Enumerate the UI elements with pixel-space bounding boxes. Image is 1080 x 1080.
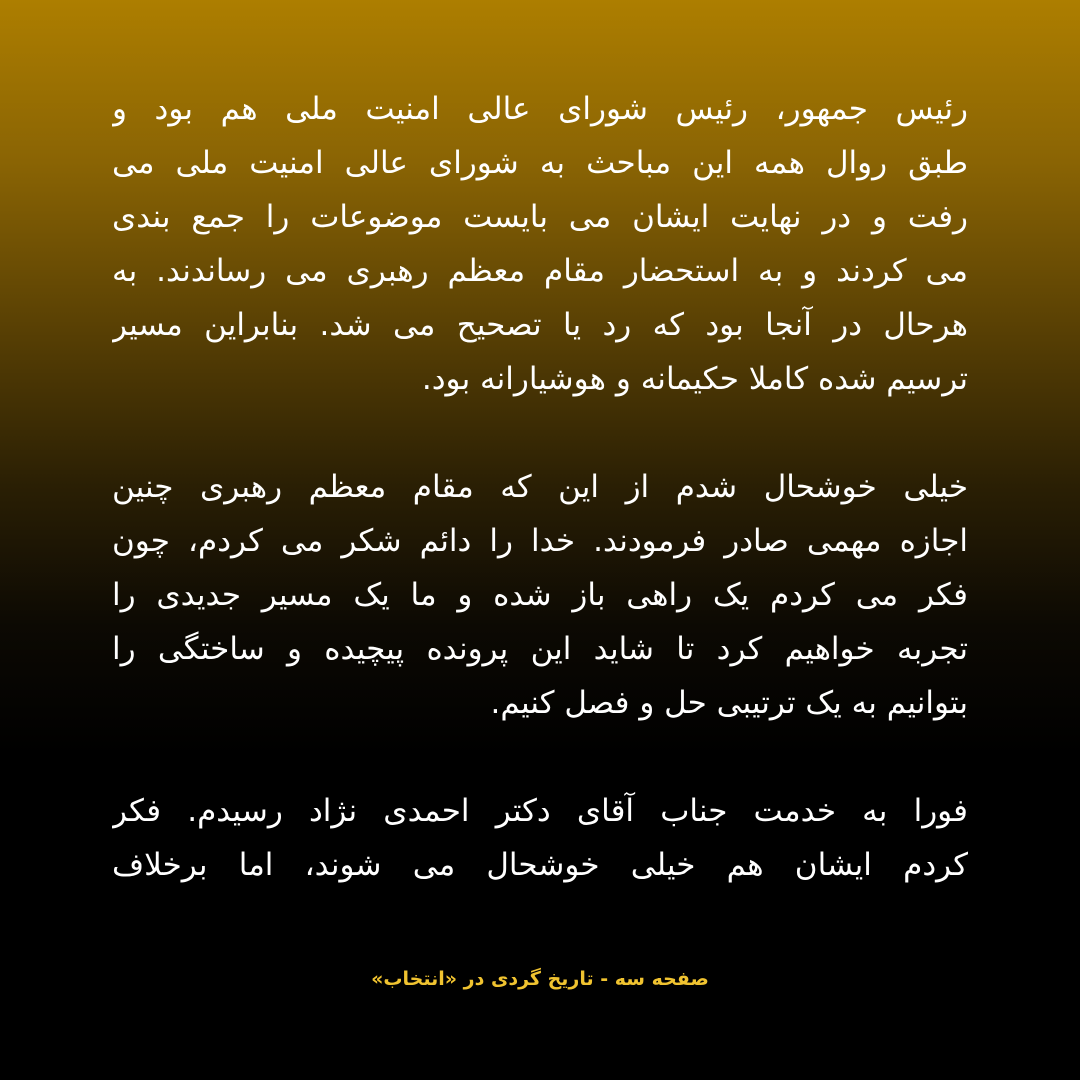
text-line: تجربه خواهیم کرد تا شاید این پرونده پیچیده و ساختگی را bbox=[112, 631, 968, 667]
text-line: رفت و در نهایت ایشان می بایست موضوعات را جمع بندی bbox=[112, 199, 968, 235]
text-line: فورا به خدمت جناب آقای دکتر احمدی نژاد رسیدم. فکر bbox=[112, 793, 968, 829]
text-line: رئیس جمهور، رئیس شورای عالی امنیت ملی هم بود و bbox=[112, 91, 968, 127]
text-line: فکر می کردم یک راهی باز شده و ما یک مسیر جدیدی را bbox=[112, 577, 968, 613]
text-line: خیلی خوشحال شدم از این که مقام معظم رهبری چنین bbox=[112, 469, 968, 505]
paragraph-3 bbox=[112, 784, 968, 892]
paragraph-1 bbox=[112, 82, 968, 406]
text-line: بتوانیم به یک ترتیبی حل و فصل کنیم. bbox=[490, 685, 968, 721]
text-line: اجازه مهمی صادر فرمودند. خدا را دائم شکر می کردم، چون bbox=[112, 523, 968, 559]
text-line: می کردند و به استحضار مقام معظم رهبری می رساندند. به bbox=[112, 253, 968, 289]
page-footer: صفحه سه - تاریخ گردی در «انتخاب» bbox=[371, 968, 709, 990]
article-body bbox=[112, 82, 968, 946]
text-line: ترسیم شده کاملا حکیمانه و هوشیارانه بود. bbox=[421, 361, 968, 397]
text-line: کردم ایشان هم خیلی خوشحال می شوند، اما برخلاف bbox=[112, 847, 968, 883]
text-line: هرحال در آنجا بود که رد یا تصحیح می شد. بنابراین مسیر bbox=[112, 307, 968, 343]
text-line: طبق روال همه این مباحث به شورای عالی امنیت ملی می bbox=[112, 145, 968, 181]
paragraph-2 bbox=[112, 460, 968, 730]
